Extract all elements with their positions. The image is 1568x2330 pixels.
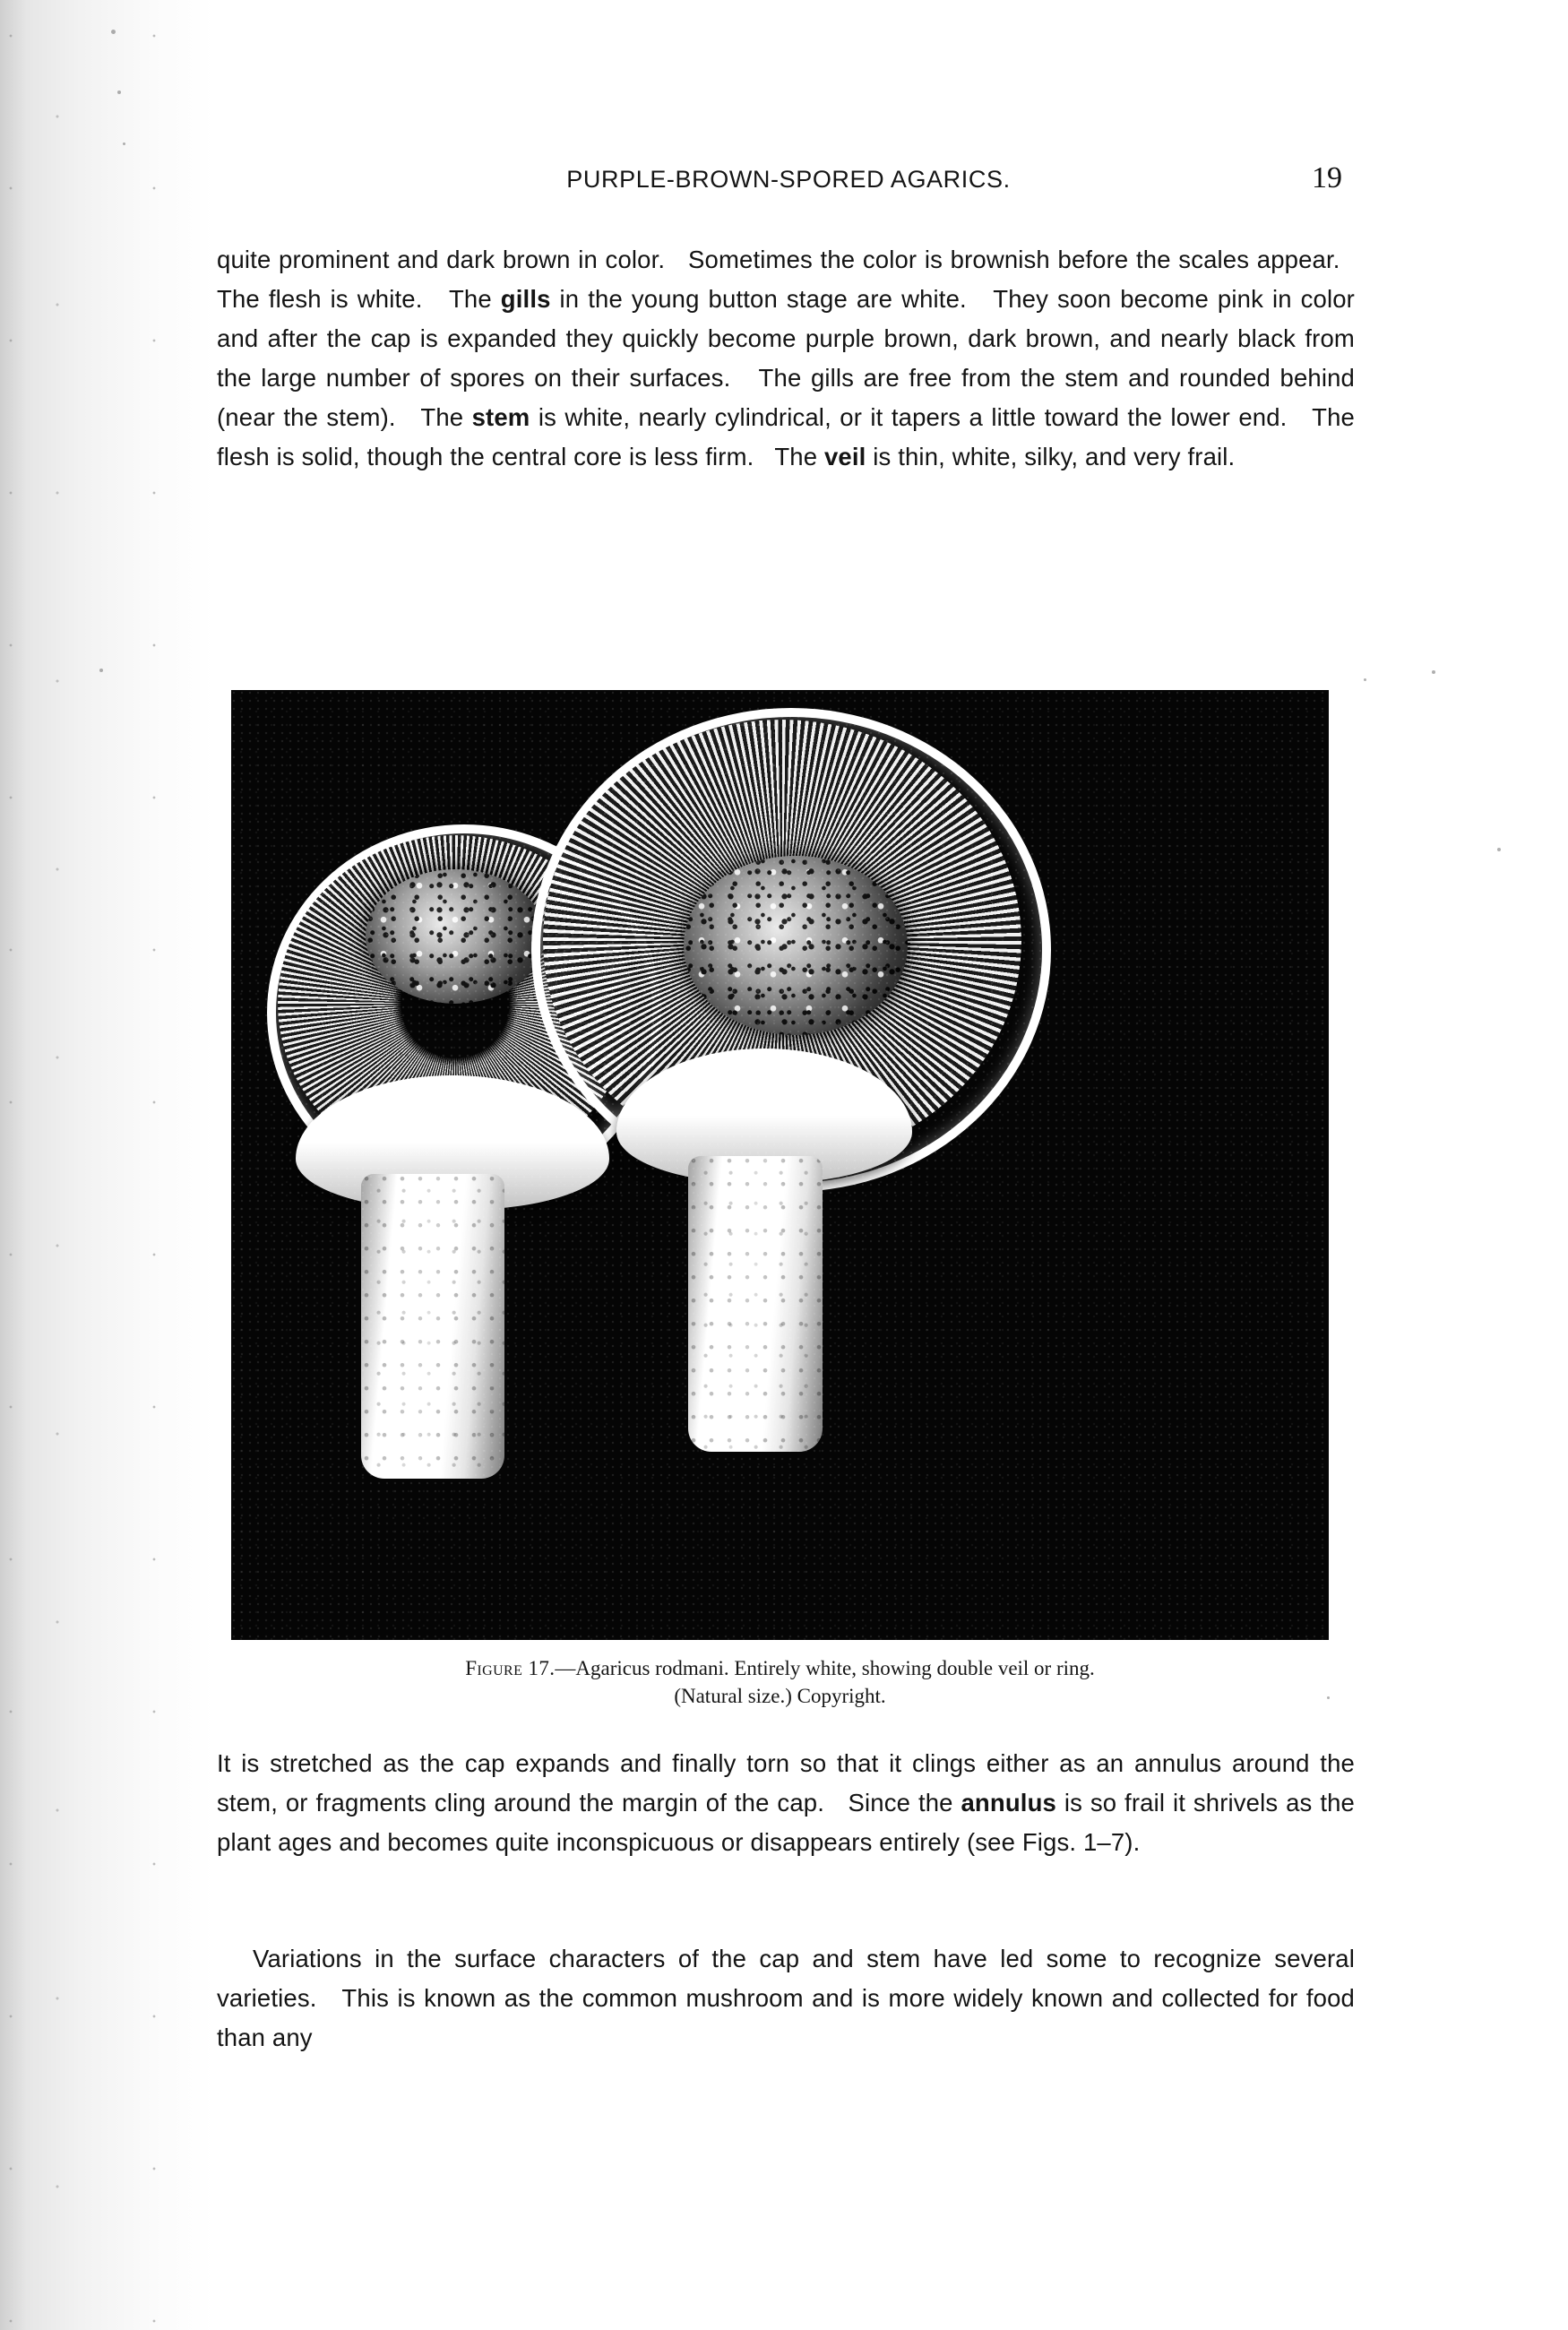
- scan-speck: [1364, 678, 1366, 681]
- running-head: [215, 166, 1362, 194]
- scan-speck: [1432, 670, 1435, 674]
- scan-speck: [117, 91, 121, 94]
- figure-17: [231, 690, 1329, 1710]
- figure-caption-line-2: (Natural size.) Copyright.: [674, 1685, 886, 1707]
- figure-caption: [231, 1654, 1329, 1710]
- scan-speck: [99, 669, 103, 672]
- page-number: 19: [1312, 161, 1342, 194]
- running-head-title: PURPLE-BROWN-SPORED AGARICS.: [566, 166, 1011, 193]
- scan-edge-noise: [0, 0, 206, 2330]
- paragraph-bottom-2: Variations in the surface characters of the cap and stem have led some to recognize several varieties. This is known as the common mushroom and is more widely known and collected for food than any: [217, 1945, 1355, 2051]
- figure-image: [231, 690, 1329, 1640]
- scan-speck: [123, 142, 125, 145]
- scan-speck: [1497, 848, 1501, 851]
- figure-caption-line-1: Figure 17.—Agaricus rodmani. Entirely white, showing double veil or ring.: [465, 1657, 1095, 1679]
- paragraph-top: quite prominent and dark brown in color. Sometimes the color is brownish before the scales appear. The flesh is white. The gills in the young button stage are white. They soon become pink in color and after the cap is expanded they quickly become purple brown, dark brown, and nearly black from the large number of spores on their surfaces. The gills are free from the stem and rounded behind (near the stem). The stem is white, nearly cylindrical, or it tapers a little toward the lower end. The flesh is solid, though the central core is less firm. The veil is thin, white, silky, and very frail.: [217, 246, 1355, 470]
- page-content: [215, 0, 1362, 2330]
- paragraph-bottom-1: It is stretched as the cap expands and finally torn so that it clings either as an annulus around the stem, or fragments cling around the margin of the cap. Since the annulus is so frail it shrivels as the plant ages and becomes quite inconspicuous or disappears entirely (see Figs. 1–7).: [217, 1749, 1355, 1856]
- scan-speck: [111, 30, 116, 34]
